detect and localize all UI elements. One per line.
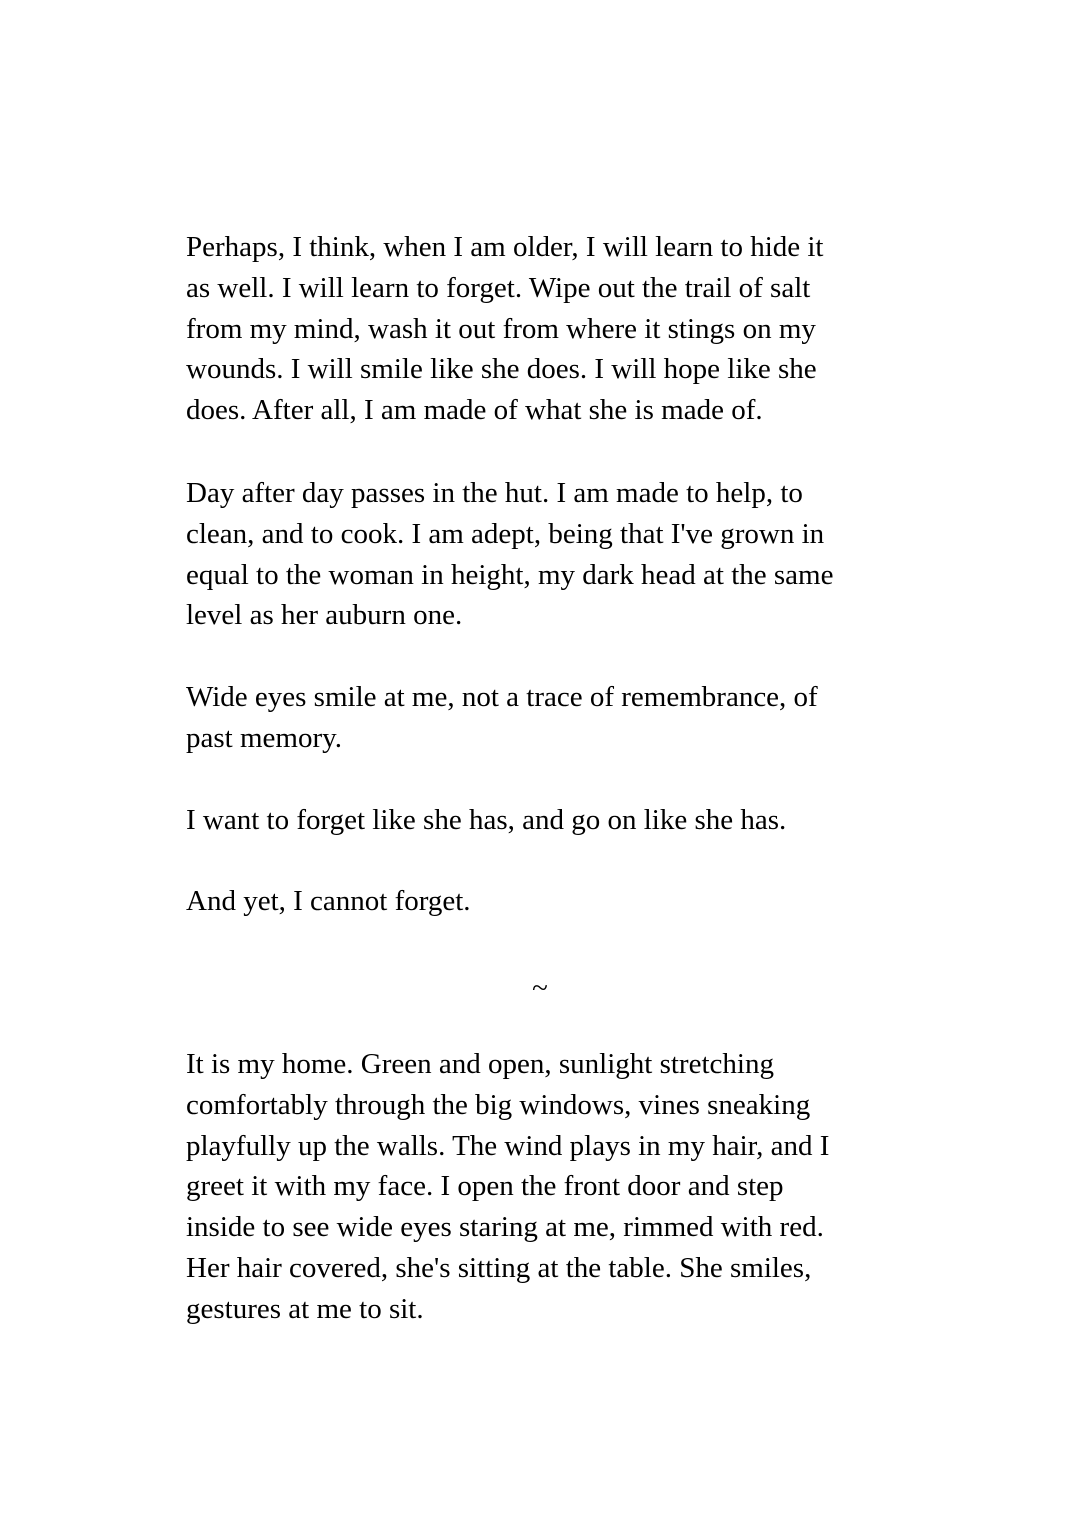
paragraph: Day after day passes in the hut. I am made to help, to clean, and to cook. I am adept, being that I've grown in equal to the woman in height, my dark head at the same level as her auburn one. [186, 477, 834, 632]
paragraph: I want to forget like she has, and go on like she has. [186, 804, 787, 836]
section-separator: ~ [532, 972, 548, 1004]
paragraph: It is my home. Green and open, sunlight stretching comfortably through the big windows, vines sneaking playfully up the walls. The wind plays in my hair, and I greet it with my face. I open the front door and step inside to see wide eyes staring at me, rimmed with red. Her hair covered, she's sitting at the table. She smiles, gestures at me to sit. [186, 1048, 830, 1325]
paragraph: Wide eyes smile at me, not a trace of remembrance, of past memory. [186, 681, 818, 754]
paragraph: And yet, I cannot forget. [186, 885, 471, 917]
paragraph: Perhaps, I think, when I am older, I will learn to hide it as well. I will learn to forget. Wipe out the trail of salt from my mind, wash it out from where it stings on my wounds. I will smile like she does. I will hope like she does. After all, I am made of what she is made of. [186, 231, 824, 427]
